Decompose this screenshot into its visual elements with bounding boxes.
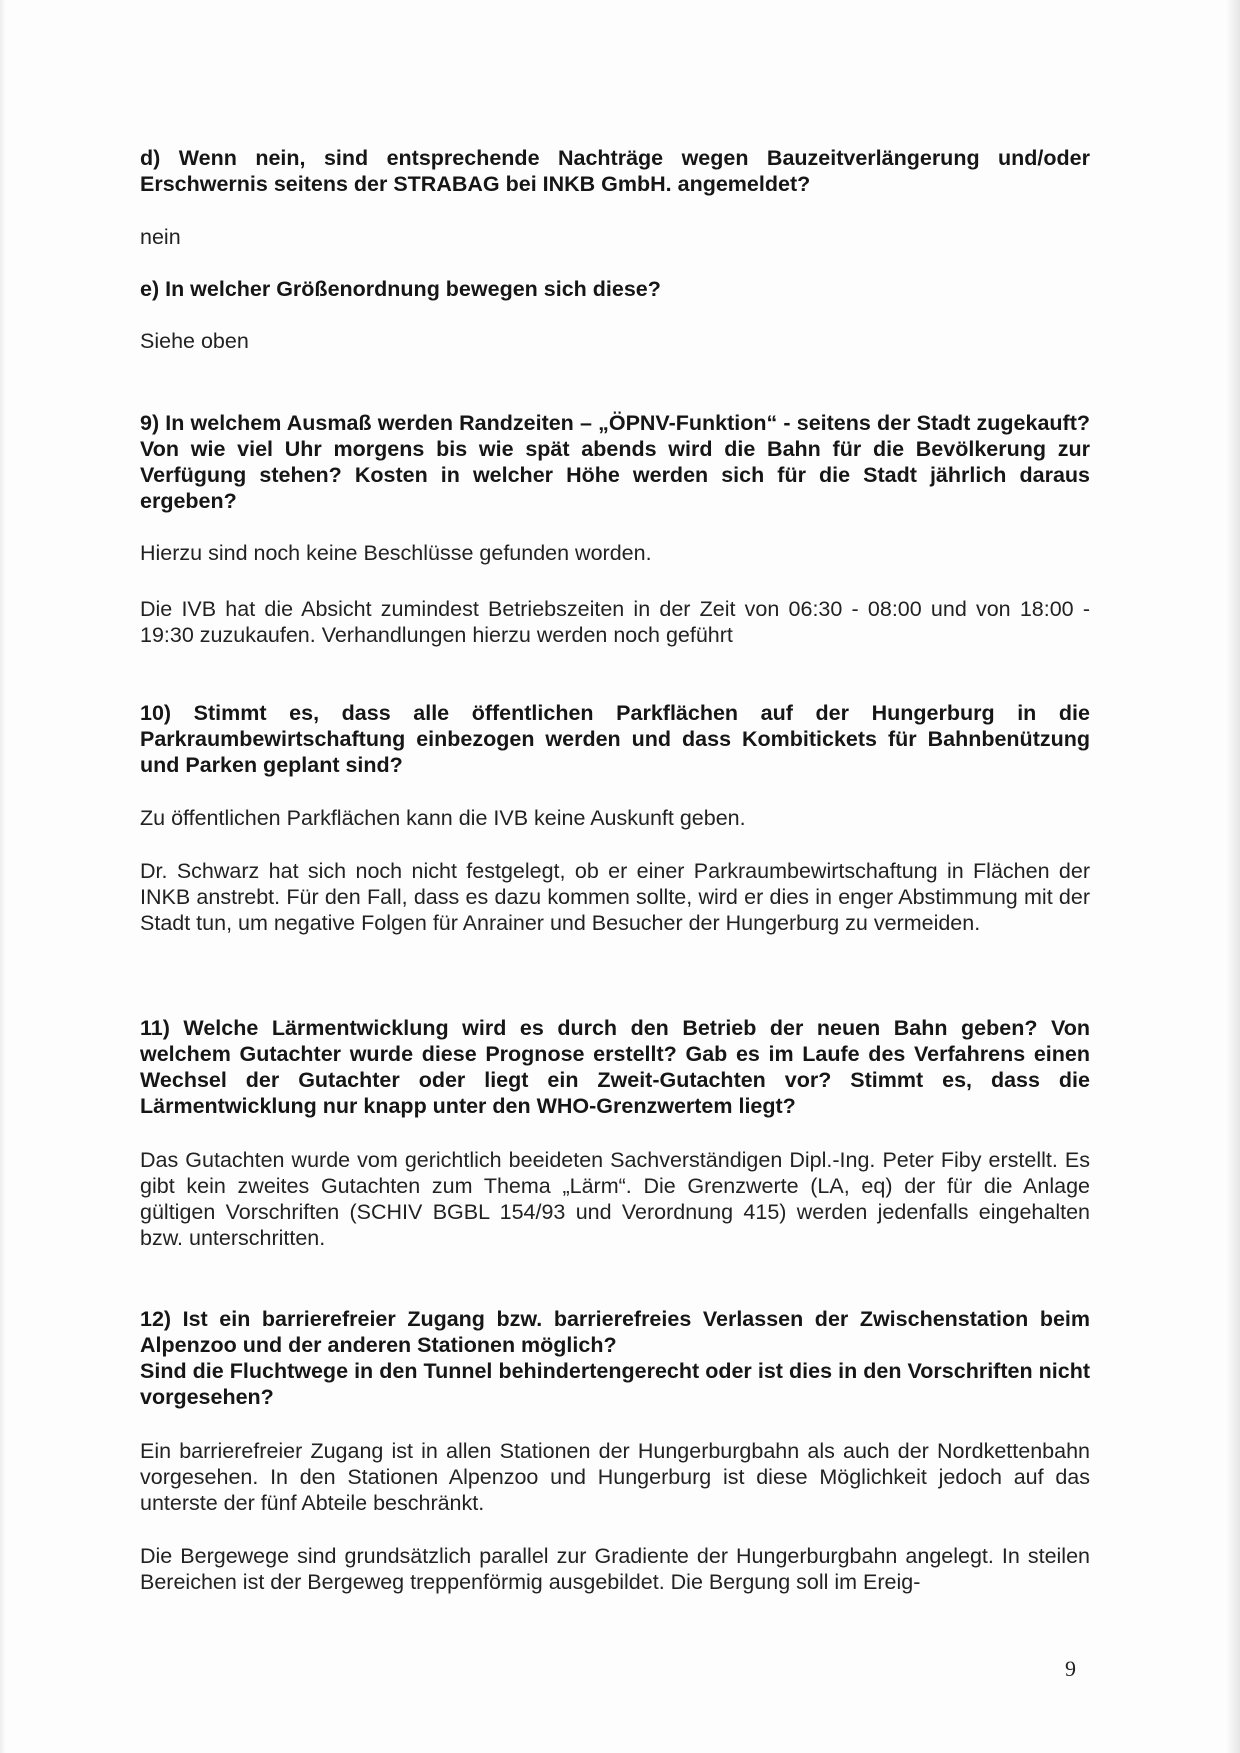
question-8d: d) Wenn nein, sind entsprechende Nachträge wegen Bauzeitverlängerung und/oder Erschwernis seitens der STRABAG bei INKB GmbH. angemeldet? [140,146,1090,196]
question-9: 9) In welchem Ausmaß werden Randzeiten – „ÖPNV-Funktion“ - seitens der Stadt zugekauft? Von wie viel Uhr morgens bis wie spät abends wird die Bahn für die Bevölkerung zur Verfügung stehen? Kosten in welcher Höhe werden sich für die Stadt jährlich daraus ergeben? [140,411,1090,513]
answer-9-paragraph-2: Die IVB hat die Absicht zumindest Betriebszeiten in der Zeit von 06:30 - 08:00 und von 18:00 - 19:30 zuzukaufen. Verhandlungen hierzu werden noch geführt [140,597,1090,647]
answer-12-paragraph-2: Die Bergewege sind grundsätzlich parallel zur Gradiente der Hungerburgbahn angelegt. In steilen Bereichen ist der Bergeweg treppenförmig ausgebildet. Die Bergung soll im Ereig- [140,1544,1090,1594]
answer-12-paragraph-1: Ein barrierefreier Zugang ist in allen Stationen der Hungerburgbahn als auch der Nordkettenbahn vorgesehen. In den Stationen Alpenzoo und Hungerburg ist diese Möglichkeit jedoch auf das unterste der fünf Abteile beschränkt. [140,1439,1090,1515]
answer-11: Das Gutachten wurde vom gerichtlich beeideten Sachverständigen Dipl.-Ing. Peter Fiby erstellt. Es gibt kein zweites Gutachten zum Thema „Lärm“. Die Grenzwerte (LA, eq) der für die Anlage gültigen Vorschriften (SCHIV BGBL 154/93 und Verordnung 415) werden jedenfalls eingehalten bzw. unterschritten. [140,1148,1090,1250]
answer-10-paragraph-1: Zu öffentlichen Parkflächen kann die IVB keine Auskunft geben. [140,806,746,830]
scan-edge-left [0,0,6,1753]
scan-edge-right [1226,0,1240,1753]
question-12-part-1: 12) Ist ein barrierefreier Zugang bzw. barrierefreies Verlassen der Zwischenstation beim Alpenzoo und der anderen Stationen möglich? [140,1307,1090,1357]
question-8e: e) In welcher Größenordnung bewegen sich diese? [140,277,661,301]
question-10: 10) Stimmt es, dass alle öffentlichen Parkflächen auf der Hungerburg in die Parkraumbewirtschaftung einbezogen werden und dass Kombitickets für Bahnbenützung und Parken geplant sind? [140,701,1090,777]
answer-10-paragraph-2: Dr. Schwarz hat sich noch nicht festgelegt, ob er einer Parkraumbewirtschaftung in Flächen der INKB anstrebt. Für den Fall, dass es dazu kommen sollte, wird er dies in enger Abstimmung mit der Stadt tun, um negative Folgen für Anrainer und Besucher der Hungerburg zu vermeiden. [140,859,1090,935]
answer-8e: Siehe oben [140,329,249,353]
answer-8d: nein [140,225,181,249]
page-number: 9 [1065,1656,1076,1681]
answer-9-paragraph-1: Hierzu sind noch keine Beschlüsse gefunden worden. [140,541,652,565]
question-11: 11) Welche Lärmentwicklung wird es durch den Betrieb der neuen Bahn geben? Von welchem Gutachter wurde diese Prognose erstellt? Gab es im Laufe des Verfahrens einen Wechsel der Gutachter oder liegt ein Zweit-Gutachten vor? Stimmt es, dass die Lärmentwicklung nur knapp unter den WHO-Grenzwertem liegt? [140,1016,1090,1118]
question-12-part-2: Sind die Fluchtwege in den Tunnel behindertengerecht oder ist dies in den Vorschriften nicht vorgesehen? [140,1359,1090,1409]
